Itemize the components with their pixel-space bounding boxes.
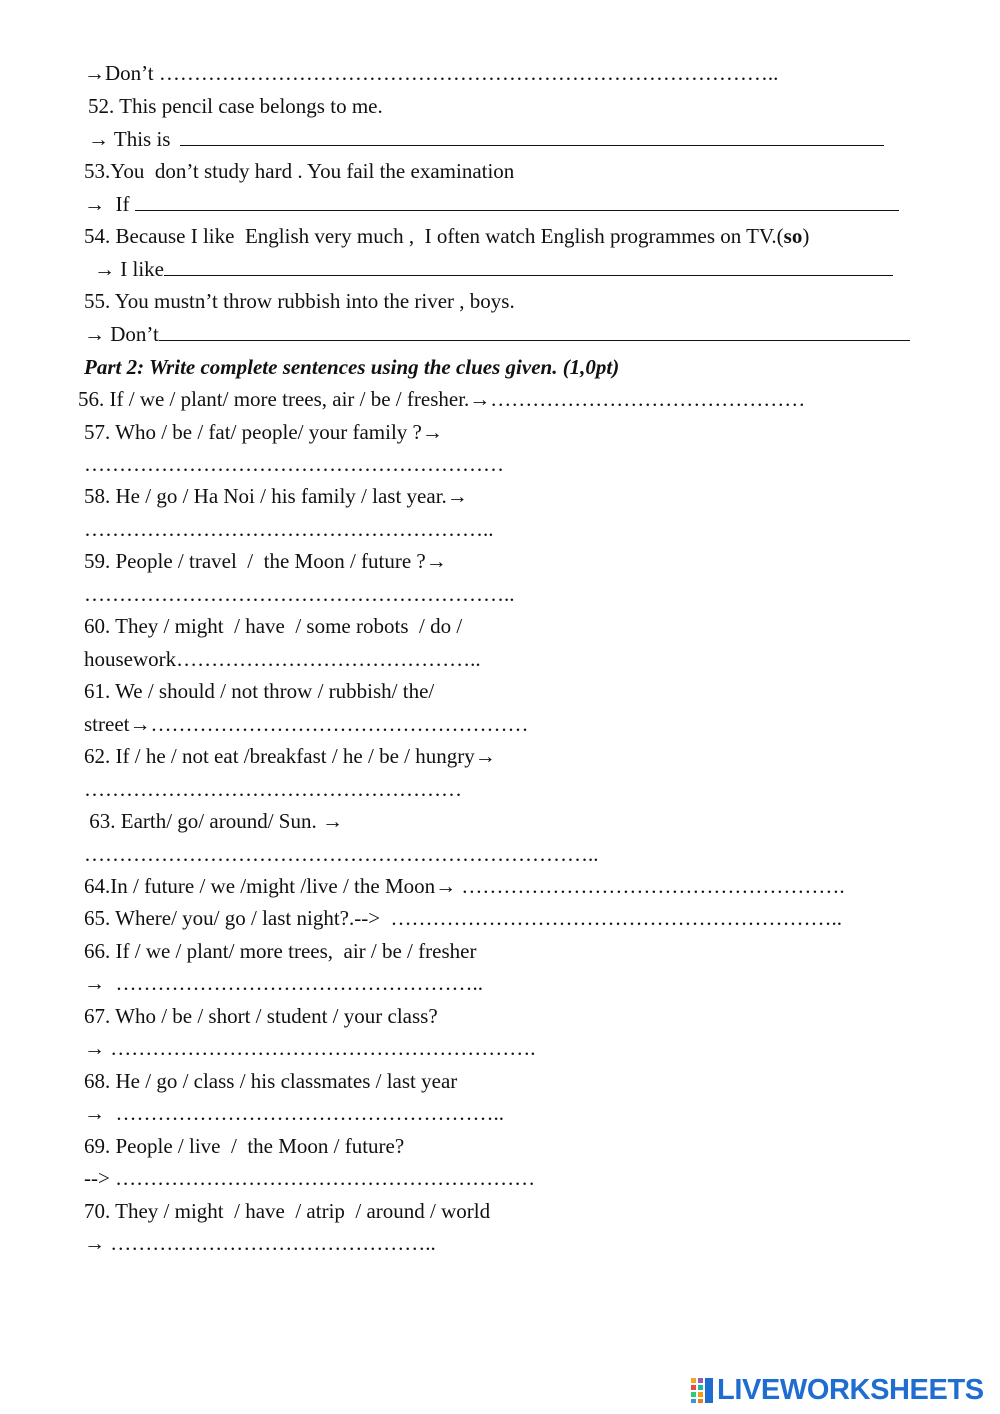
question-69: 69. People / live / the Moon / future? [84,1134,405,1158]
question-66: 66. If / we / plant/ more trees, air / be / fresher [84,939,477,963]
answer-line-70: → ……………………………………….. [84,1231,436,1255]
answer-line-69: --> …………………………………………………… [84,1166,536,1190]
answer-start-54: → I like [94,257,164,281]
question-58: 58. He / go / Ha Noi / his family / last year.→ [84,484,468,508]
answer-line-57: …………………………………………………… [84,452,504,476]
answer-line-63: ……………………………………………………………….. [84,842,599,866]
answer-line-67: → ……………………………………………………. [84,1036,536,1060]
question-54-keyword: so [783,224,803,248]
question-54 [84,223,809,249]
liveworksheets-logo-text: LIVEWORKSHEETS [717,1373,984,1406]
question-61: 61. We / should / not throw / rubbish/ the/ [84,679,435,703]
answer-line-51: →Don’t …………………………………………………………………………….. [84,61,779,85]
question-63: 63. Earth/ go/ around/ Sun. → [84,809,343,833]
question-54-close: ) [802,224,810,248]
answer-line-58: ………………………………………………….. [84,517,494,541]
answer-blank-55[interactable] [159,321,910,341]
question-54-text: 54. Because I like English very much , I often watch English programmes on TV.( [84,224,784,248]
question-62: 62. If / he / not eat /breakfast / he / be / hungry→ [84,744,496,768]
answer-line-52 [88,126,884,152]
answer-line-62: ……………………………………………… [84,777,462,801]
question-52: 52. This pencil case belongs to me. [88,94,383,118]
answer-line-61: street→……………………………………………… [84,712,529,736]
liveworksheets-logo [690,1373,984,1407]
answer-line-53 [84,191,899,217]
question-65: 65. Where/ you/ go / last night?.--> ……………………………………………………….. [84,906,843,930]
question-53: 53.You don’t study hard . You fail the examination [84,159,515,183]
answer-blank-54[interactable] [164,256,893,276]
answer-start-52: → This is [88,127,171,151]
answer-blank-53[interactable] [135,191,899,211]
question-56: 56. If / we / plant/ more trees, air / be / fresher.→……………………………………… [78,387,806,411]
answer-line-54 [94,256,893,282]
answer-line-55 [84,321,910,347]
question-64: 64.In / future / we /might /live / the Moon→ ………………………………………………. [84,874,845,898]
answer-line-68: → ……………………………………………….. [84,1101,504,1125]
question-67: 67. Who / be / short / student / your class? [84,1004,438,1028]
liveworksheets-logo-icon [690,1376,714,1404]
answer-blank-52[interactable] [180,126,884,146]
question-70: 70. They / might / have / atrip / around / world [84,1199,491,1223]
answer-start-55: → Don’t [84,322,159,346]
answer-start-53: → If [84,192,130,216]
question-60: 60. They / might / have / some robots / do / [84,614,463,638]
part-2-heading: Part 2: Write complete sentences using the clues given. (1,0pt) [84,355,620,379]
answer-line-66: → …………………………………………….. [84,971,483,995]
answer-line-60: housework…………………………………….. [84,647,481,671]
question-68: 68. He / go / class / his classmates / last year [84,1069,458,1093]
answer-line-59: …………………………………………………….. [84,582,515,606]
question-55: 55. You mustn’t throw rubbish into the river , boys. [84,289,515,313]
question-59: 59. People / travel / the Moon / future ?→ [84,549,447,573]
question-57: 57. Who / be / fat/ people/ your family ?→ [84,420,443,444]
